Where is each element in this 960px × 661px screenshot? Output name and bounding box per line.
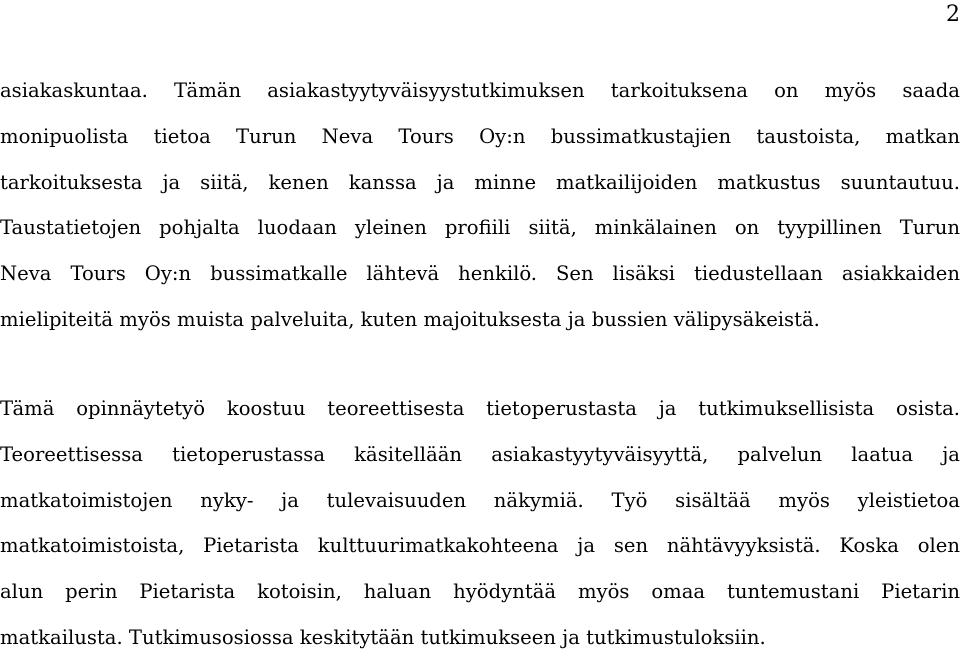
text-line: matkatoimistojen nyky- ja tulevaisuuden näkymiä. Työ sisältää myös yleistietoa xyxy=(0,488,960,512)
text-line: matkatoimistoista, Pietarista kulttuurimatkakohteena ja sen nähtävyyksistä. Koska olen xyxy=(0,534,960,558)
page-number: 2 xyxy=(946,2,960,27)
text-line: matkailusta. Tutkimusosiossa keskitytään tutkimukseen ja tutkimustuloksiin. xyxy=(0,625,766,649)
text-line: Teoreettisessa tietoperustassa käsitellään asiakastyytyväisyyttä, palvelun laatua ja xyxy=(0,442,960,466)
text-line: Neva Tours Oy:n bussimatkalle lähtevä henkilö. Sen lisäksi tiedustellaan asiakkaiden xyxy=(0,262,960,286)
paragraph-structure xyxy=(0,386,960,661)
paragraph-intro xyxy=(0,68,960,343)
text-line: asiakaskuntaa. Tämän asiakastyytyväisyystutkimuksen tarkoituksena on myös saada xyxy=(0,79,960,102)
text-line: monipuolista tietoa Turun Neva Tours Oy:n bussimatkustajien taustoista, matkan xyxy=(0,124,960,148)
text-line: mielipiteitä myös muista palveluita, kuten majoituksesta ja bussien välipysäkeistä. xyxy=(0,307,820,331)
text-line: tarkoituksesta ja siitä, kenen kanssa ja minne matkailijoiden matkustus suuntautuu. xyxy=(0,170,960,194)
text-line: Taustatietojen pohjalta luodaan yleinen profiili siitä, minkälainen on tyypillinen Turun xyxy=(0,216,960,240)
text-line: alun perin Pietarista kotoisin, haluan hyödyntää myös omaa tuntemustani Pietarin xyxy=(0,580,960,604)
text-line: Tämä opinnäytetyö koostuu teoreettisesta tietoperustasta ja tutkimuksellisista osista. xyxy=(0,397,960,420)
